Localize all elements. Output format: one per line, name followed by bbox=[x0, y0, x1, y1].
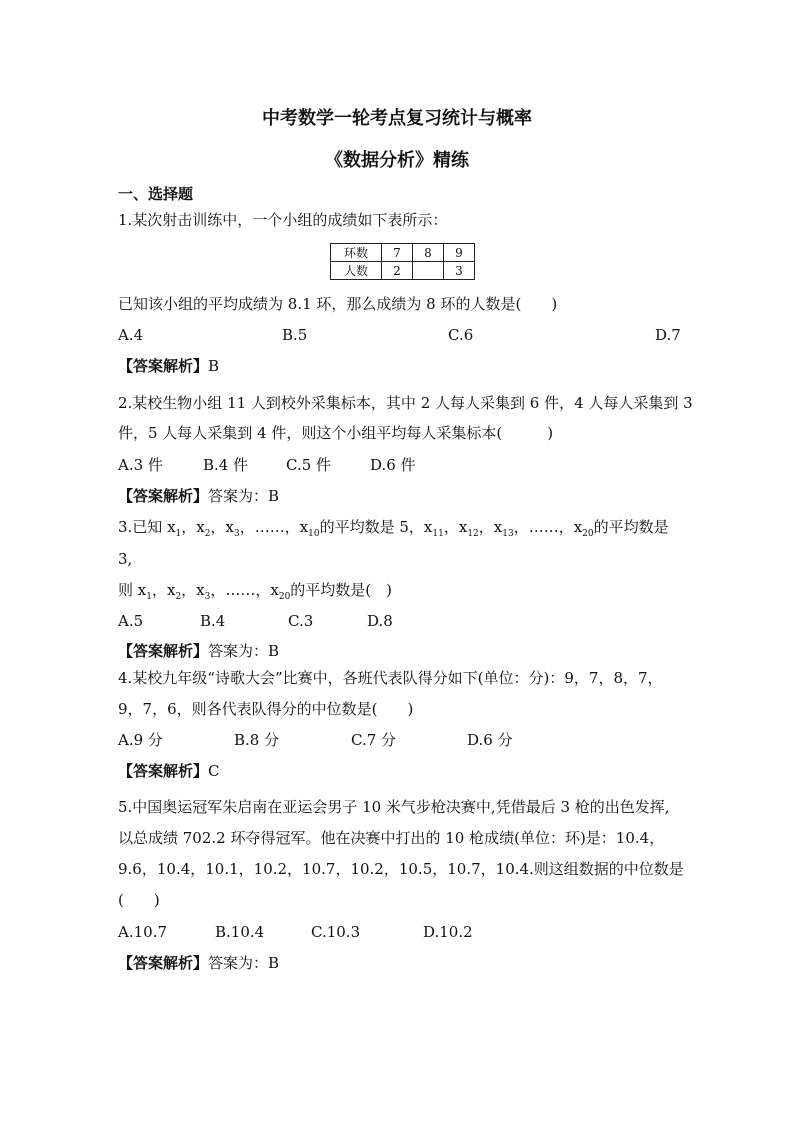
option-a: A.3 件 bbox=[118, 456, 163, 474]
text: ，x bbox=[478, 518, 503, 536]
q3-answer bbox=[118, 641, 279, 661]
option-c: C.3 bbox=[288, 612, 314, 630]
text: 的平均数是 5，x bbox=[319, 518, 433, 536]
option-d: D.10.2 bbox=[423, 923, 473, 941]
option-a: A.5 bbox=[118, 612, 144, 630]
q5-line2: 以总成绩 702.2 环夺得冠军。他在决赛中打出的 10 枪成绩(单位：环)是：10.4， bbox=[118, 829, 665, 847]
option-d: D.8 bbox=[367, 612, 393, 630]
table-row bbox=[331, 262, 475, 280]
q2-line2: 件，5 人每人采集到 4 件，则这个小组平均每人采集标本( ) bbox=[118, 424, 554, 442]
table-cell bbox=[413, 262, 444, 280]
table-cell: 9 bbox=[444, 244, 475, 262]
answer-label: 【答案解析】 bbox=[118, 954, 209, 972]
q5-answer bbox=[118, 953, 279, 973]
answer-value: 答案为：B bbox=[208, 642, 280, 660]
subscript: 12 bbox=[467, 529, 479, 539]
text: ，x bbox=[181, 518, 205, 536]
answer-value: C bbox=[208, 762, 220, 780]
q1-question: 已知该小组的平均成绩为 8.1 环，那么成绩为 8 环的人数是( ) bbox=[118, 295, 558, 313]
option-b: B.4 bbox=[200, 612, 226, 630]
q1-score-table bbox=[330, 243, 475, 280]
table-cell: 环数 bbox=[331, 244, 382, 262]
q4-line1: 4.某校九年级“诗歌大会”比赛中，各班代表队得分如下(单位：分)：9，7，8，7， bbox=[118, 669, 663, 687]
q2-answer bbox=[118, 486, 279, 506]
q3-line2: 3, bbox=[118, 550, 133, 568]
q5-line4: ( ) bbox=[118, 891, 160, 909]
option-c: C.6 bbox=[448, 326, 474, 344]
answer-value: 答案为：B bbox=[208, 487, 280, 505]
option-b: B.10.4 bbox=[215, 923, 265, 941]
document-subtitle: 《数据分析》精练 bbox=[325, 150, 469, 171]
table-cell: 7 bbox=[382, 244, 413, 262]
option-b: B.4 件 bbox=[203, 456, 249, 474]
table-cell: 3 bbox=[444, 262, 475, 280]
answer-label: 【答案解析】 bbox=[118, 762, 209, 780]
q2-line1: 2.某校生物小组 11 人到校外采集标本，其中 2 人每人采集到 6 件，4 人每人采集到 3 bbox=[118, 394, 693, 412]
text: ，x bbox=[151, 581, 176, 599]
text: 3.已知 x bbox=[118, 518, 176, 536]
option-d: D.6 分 bbox=[467, 731, 513, 749]
text: ，x bbox=[443, 518, 468, 536]
answer-label: 【答案解析】 bbox=[118, 642, 209, 660]
option-d: D.7 bbox=[655, 326, 681, 344]
table-row bbox=[331, 244, 475, 262]
document-title: 中考数学一轮考点复习统计与概率 bbox=[262, 108, 532, 129]
q5-line3: 9.6，10.4，10.1，10.2，10.7，10.2，10.5，10.7，10.4.则这组数据的中位数是 bbox=[118, 860, 684, 878]
q5-line1: 5.中国奥运冠军朱启南在亚运会男子 10 米气步枪决赛中,凭借最后 3 枪的出色发挥, bbox=[118, 798, 670, 816]
text: ，……，x bbox=[513, 518, 583, 536]
subscript: 3 bbox=[233, 529, 240, 539]
subscript: 11 bbox=[432, 529, 444, 539]
option-c: C.7 分 bbox=[351, 731, 397, 749]
answer-label: 【答案解析】 bbox=[118, 487, 209, 505]
q4-line2: 9，7，6，则各代表队得分的中位数是( ) bbox=[118, 700, 414, 718]
subscript: 1 bbox=[146, 592, 152, 602]
section-heading: 一、选择题 bbox=[118, 185, 194, 203]
subscript: 20 bbox=[278, 592, 291, 602]
subscript: 10 bbox=[308, 529, 320, 539]
option-c: C.10.3 bbox=[311, 923, 361, 941]
option-b: B.5 bbox=[282, 326, 308, 344]
subscript: 20 bbox=[582, 529, 594, 539]
q3-line1 bbox=[118, 517, 669, 544]
subscript: 13 bbox=[502, 529, 514, 539]
option-c: C.5 件 bbox=[286, 456, 332, 474]
text: ，x bbox=[210, 518, 234, 536]
table-cell: 2 bbox=[382, 262, 413, 280]
table-cell: 8 bbox=[413, 244, 444, 262]
q3-line3 bbox=[118, 580, 392, 607]
option-a: A.9 分 bbox=[118, 731, 163, 749]
q1-stem: 1.某次射击训练中，一个小组的成绩如下表所示： bbox=[118, 211, 448, 229]
option-d: D.6 件 bbox=[370, 456, 416, 474]
subscript: 2 bbox=[175, 592, 182, 602]
subscript: 1 bbox=[175, 529, 182, 539]
option-b: B.8 分 bbox=[234, 731, 280, 749]
q4-answer bbox=[118, 761, 220, 781]
text: 的平均数是( ) bbox=[290, 581, 393, 599]
option-a: A.4 bbox=[118, 326, 144, 344]
q1-answer bbox=[118, 356, 219, 376]
answer-value: 答案为：B bbox=[208, 954, 280, 972]
text: ，……，x bbox=[239, 518, 309, 536]
answer-value: B bbox=[208, 357, 220, 375]
option-a: A.10.7 bbox=[118, 923, 167, 941]
text: ，……，x bbox=[210, 581, 279, 599]
subscript: 2 bbox=[204, 529, 211, 539]
subscript: 3 bbox=[204, 592, 211, 602]
answer-label: 【答案解析】 bbox=[118, 357, 209, 375]
text: ，x bbox=[181, 581, 205, 599]
text: 则 x bbox=[118, 581, 147, 599]
table-cell: 人数 bbox=[331, 262, 382, 280]
text: 的平均数是 bbox=[593, 518, 669, 536]
